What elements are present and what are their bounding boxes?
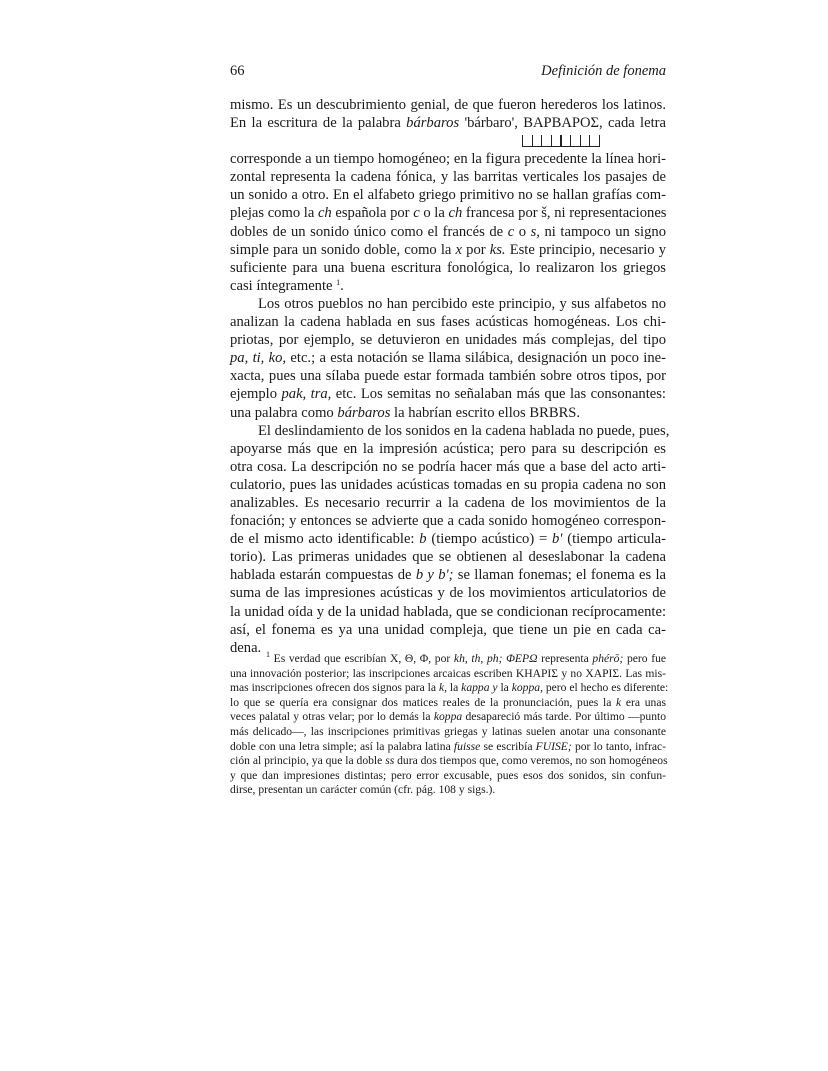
italic-term: ch: [317, 205, 332, 222]
text-run: se escribía: [480, 739, 536, 753]
italic-term: koppa: [433, 710, 463, 724]
footnote-line: [230, 710, 666, 725]
text-run: de el mismo acto identificable:: [230, 531, 420, 548]
text-run: pero el hecho es diferente:: [542, 681, 669, 695]
text-line: [230, 204, 666, 222]
italic-term: b y b';: [415, 567, 454, 584]
italic-term: x: [455, 241, 463, 258]
italic-term: koppa,: [511, 681, 543, 695]
text-run: ni tampoco un signo: [539, 223, 666, 240]
text-line: [230, 404, 666, 422]
text-line: analizan la cadena hablada en sus fases acústicas homogéneas. Los chi-: [230, 314, 666, 331]
italic-term: ss: [385, 754, 395, 768]
italic-term: c: [413, 205, 420, 222]
page-number: 66: [230, 63, 245, 79]
text-run: etc. Los semitas no señalaban más que las consonantes:: [331, 386, 666, 403]
text-line: zontal representa la cadena fónica, y las barritas verticales los pasajes de: [230, 169, 666, 186]
text-line: mismo. Es un descubrimiento genial, de que fueron herederos los latinos.: [230, 97, 666, 113]
text-run: (tiempo articula-: [562, 531, 666, 548]
text-line: un sonido a otro. En el alfabeto griego primitivo no se hallan grafías com-: [230, 187, 666, 204]
footnote-ref[interactable]: 1: [336, 277, 341, 287]
text-line: torio). Las primeras unidades que se obtienen al deseslabonar la cadena: [230, 549, 666, 566]
text-line: El deslindamiento de los sonidos en la cadena hablada no puede, pues,: [258, 422, 670, 439]
text-run: se llaman fonemas; el fonema es la: [453, 567, 666, 584]
text-run: ejemplo: [230, 386, 282, 403]
italic-term: c: [507, 223, 515, 240]
text-run: ción al principio, ya que la doble: [230, 754, 386, 768]
text-run: veces palatal y otras velar; por lo demás la: [230, 710, 434, 724]
footnote-marker: 1: [266, 650, 270, 659]
text-run: mas inscripciones ofrecen dos signos para la: [230, 681, 439, 695]
footnote-line: [230, 754, 666, 769]
footnote-line: una innovación posterior; las inscripciones arcaicas escriben ΚΗΑΡΙΣ y no ΧΑΡΙΣ. Las mis-: [230, 666, 666, 680]
footnote-line: y que dan impresiones distintas; pero error excusable, pues esos dos sonidos, sin confun-: [230, 768, 666, 782]
footnote-line: dirse, presentan un carácter común (cfr. pág. 108 y sigs.).: [230, 783, 496, 797]
text-run: la habrían escrito ellos BRBRS.: [390, 404, 581, 421]
text-line: analizables. Es necesario recurrir a la cadena de los movimientos de la: [230, 494, 666, 511]
text-line: apoyarse más que en la impresión acústica; pero para su descripción es: [230, 440, 666, 457]
footnote-line: [230, 652, 666, 667]
text-run: era unas: [621, 695, 666, 709]
text-run: francesa por š, ni representaciones: [462, 205, 667, 222]
text-line: fonación; y entonces se advierte que a cada sonido homogéneo correspon-: [230, 513, 666, 530]
italic-term: b: [419, 531, 427, 548]
italic-term: pa, ti, ko,: [230, 350, 287, 367]
italic-term: kappa y: [461, 681, 498, 695]
text-run: la: [447, 681, 462, 695]
italic-term: pak, tra,: [281, 386, 332, 403]
text-line: corresponde a un tiempo homogéneo; en la figura precedente la línea hori-: [230, 151, 666, 168]
footnote-section: [230, 650, 669, 798]
text-run: En la escritura de la palabra: [230, 115, 407, 132]
italic-term: FUISE;: [535, 739, 572, 753]
text-run: casi íntegramente: [230, 277, 337, 294]
footnote-line: más delicado—, las inscripciones primitivas griegas y latinas suelen anotar una consonante: [230, 724, 666, 738]
text-run: dobles de un sonido único como el francés de: [230, 223, 508, 240]
text-run: o la: [419, 205, 449, 222]
text-line: [230, 530, 666, 548]
body-text: [230, 96, 670, 657]
text-line: [230, 349, 666, 367]
footnote-line: [230, 740, 666, 755]
paragraph-2: [230, 295, 666, 422]
text-run: Es verdad que escribían Χ, Θ, Φ, por: [270, 652, 454, 665]
paragraph-1: [230, 96, 666, 295]
text-run: por: [462, 241, 490, 258]
text-run: pero fue: [623, 652, 667, 665]
italic-term: fuisse: [453, 739, 481, 753]
text-line: la unidad oída y de la unidad hablada, que se condicionan recíprocamente:: [230, 603, 666, 620]
footnote-line: [230, 681, 669, 696]
chapter-title: Definición de fonema: [541, 63, 666, 79]
text-line: así, el fonema es ya una unidad compleja, que tiene un pie en cada ca-: [230, 621, 666, 638]
text-line: [230, 223, 666, 241]
italic-term: bárbaros: [406, 115, 460, 132]
text-run: española por: [331, 205, 414, 222]
text-run: .: [340, 277, 344, 294]
text-line: xacta, pues una sílaba puede estar formada también sobre otros tipos, por: [230, 368, 666, 385]
text-run: doble con una letra simple; así la palabra latina: [230, 739, 454, 753]
text-line: otra cosa. La descripción no se podría hacer más que a base del acto arti-: [230, 458, 666, 475]
italic-term: b': [552, 531, 563, 548]
italic-term: ch: [448, 205, 463, 222]
text-line: [230, 277, 666, 295]
italic-term: k: [616, 695, 622, 709]
italic-term: ks.: [489, 241, 506, 258]
text-run: representa: [537, 652, 593, 665]
italic-term: bárbaros: [337, 404, 391, 421]
text-run: plejas como la: [230, 205, 318, 222]
text-line: suficiente para una buena escritura fonológica, lo realizaron los griegos: [230, 259, 666, 276]
segmentation-figure: [230, 132, 666, 150]
text-line: culatorio, pues las unidades acústicas tomadas en su propia cadena no son: [230, 476, 666, 493]
text-line: [230, 385, 666, 403]
text-line: dena.: [230, 639, 262, 656]
text-run: hablada estarán compuestas de: [230, 567, 416, 584]
text-run: o: [514, 223, 531, 240]
text-line: Los otros pueblos no han percibido este principio, y sus alfabetos no: [258, 295, 666, 312]
text-line: [230, 241, 666, 259]
text-run: lo que se quería era consignar dos matices reales de la pronunciación, pues la: [230, 695, 617, 709]
text-line: priotas, por ejemplo, se detuvieron en unidades más complejas, del tipo: [230, 332, 666, 349]
italic-term: k,: [438, 681, 447, 695]
italic-term: s,: [530, 223, 540, 240]
segment-bracket-figure: [522, 135, 600, 147]
footnote-line: [230, 696, 666, 711]
text-run: Este principio, necesario y: [505, 241, 666, 258]
text-run: una palabra como: [230, 404, 338, 421]
text-run: por lo tanto, infrac-: [571, 739, 666, 753]
text-run: desapareció más tarde. Por último —punto: [462, 710, 667, 724]
italic-term: kh, th, ph; ΦΕΡΩ: [453, 652, 538, 665]
text-run: 'bárbaro', ΒΑΡΒΑΡΟΣ, cada letra: [459, 115, 666, 132]
running-head: [230, 63, 666, 83]
paragraph-3: [230, 422, 670, 657]
italic-term: phérō;: [592, 652, 624, 665]
text-line: [230, 566, 666, 584]
text-run: etc.; a esta notación se llama silábica, designación un poco ine-: [286, 350, 666, 367]
text-line: [230, 114, 666, 132]
text-run: simple para un sonido doble, como la: [230, 241, 456, 258]
text-line: suma de las impresiones acústicas y de los movimientos articulatorios de: [230, 585, 666, 602]
text-run: dura dos tiempos que, como veremos, no son homogéneos: [394, 754, 668, 768]
text-run: (tiempo acústico) =: [426, 531, 552, 548]
text-run: la: [497, 681, 512, 695]
